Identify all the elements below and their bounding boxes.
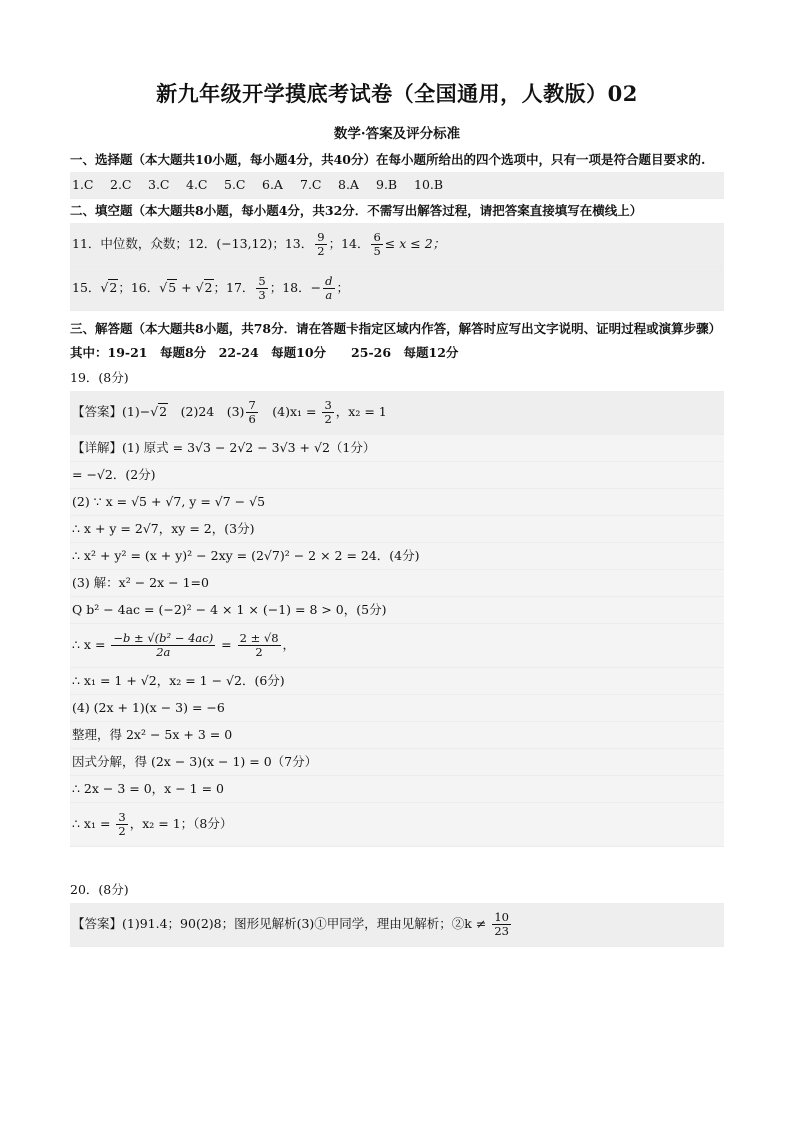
q20-label: 20．(8分) [70,882,129,897]
fill-text: ；14． [328,236,370,251]
radicand: 2 [159,404,168,419]
fraction: $\frac{10}{23}$ [494,910,509,938]
fraction: $\frac{3}{2}$ [118,810,126,838]
fill-text: + [177,280,196,295]
radicand: 2 [109,280,118,295]
answer-9: 9.B [376,177,398,192]
fraction: $\frac{2 \pm √8}{2}$ [239,631,279,659]
section2-line1 [70,223,724,267]
q19-label: 19．(8分) [70,370,129,385]
fill-text: (−13,12) [216,236,273,251]
q19-step: (2) ∵ x = √5 + √7, y = √7 − √5 [70,489,724,516]
q19-answer: 【答案】(1)−√2 (2)24 (3) $\frac{7}{6}$ (4)x₁ = $\frac{3}{2}$ ，x₂ = 1 [70,391,724,435]
formula-text: ， [282,637,296,652]
formula-text: ∴ x = [72,637,110,652]
answer-text: ，x₂ = 1 [335,404,387,419]
answer-8: 8.A [338,177,359,192]
fraction: $\frac{d}{a}$ [325,274,333,302]
q19-step: (3) 解：x² − 2x − 1=0 [70,570,724,597]
fraction: $\frac{9}{2}$ [317,230,325,258]
final-text: ，x₂ = 1；（8分） [129,816,233,831]
fill-text: ≤ x ≤ 2； [384,236,446,251]
q19-step: Q b² − 4ac = (−2)² − 4 × 1 × (−1) = 8 > 0，(5分) [70,597,724,624]
fraction: $\frac{3}{2}$ [324,398,332,426]
q19-step: ∴ x₁ = 1 + √2，x₂ = 1 − √2．(6分) [70,668,724,695]
fraction: $\frac{5}{3}$ [258,274,266,302]
section3-header: 三、解答题（本大题共8小题，共78分．请在答题卡指定区域内作答，解答时应写出文字说明、证明过程或演算步骤） 其中：19-21 每题8分 22-24 每题10分 25-26 每题12分 [70,321,722,360]
answer-2: 2.C [110,177,132,192]
page-title: 新九年级开学摸底考试卷（全国通用，人教版）02 [156,81,638,106]
q19-step: ∴ x + y = 2√7，xy = 2，(3分) [70,516,724,543]
section1-answers [70,172,724,199]
answer-text: 【答案】(1)91.4；90(2)8；图形见解析(3)①甲同学，理由见解析；②k ≠ [72,916,491,931]
answer-10: 10.B [414,177,444,192]
fill-text: ； [336,280,350,295]
q19-step: (4) (2x + 1)(x − 3) = −6 [70,695,724,722]
answer-text: 【答案】(1)− [72,404,151,419]
q19-final [70,803,724,847]
formula-text: = [217,637,236,652]
answer-text: (2)24 (3) [168,404,245,419]
q19-step: ∴ 2x − 3 = 0，x − 1 = 0 [70,776,724,803]
answer-4: 4.C [186,177,208,192]
fill-text: ；13． [272,236,314,251]
answer-1: 1.C [72,177,94,192]
fill-text: 15． [72,280,101,295]
fraction: $\frac{\text{−b ± √(b² − 4ac)}}{2a}$ [113,631,214,659]
section1-header: 一、选择题（本大题共10小题，每小题4分，共40分）在每小题所给出的四个选项中，只有一项是符合题目要求的. [70,152,706,167]
fill-text: 11．中位数，众数；12． [72,236,217,251]
section2-line2: 15．√2；16．√5 + √2；17． $\frac{5}{3}$ ；18．− $\frac{d}{a}$ ； [70,267,724,311]
fill-text: ；18． [269,280,311,295]
q19-step: ∴ x² + y² = (x + y)² − 2xy = (2√7)² − 2 × 2 = 24．(4分) [70,543,724,570]
answer-7: 7.C [300,177,322,192]
answer-6: 6.A [262,177,283,192]
final-text: ∴ x₁ = [72,816,115,831]
radicand: 5 [168,280,177,295]
fraction: $\frac{6}{5}$ [373,230,381,258]
fill-text: − [310,280,322,295]
fill-text: ；17． [213,280,255,295]
fill-text: ；16． [118,280,160,295]
q20-answer [70,903,724,947]
q19-step: 整理，得 2x² − 5x + 3 = 0 [70,722,724,749]
answer-5: 5.C [224,177,246,192]
fraction: $\frac{7}{6}$ [248,398,256,426]
section2-header: 二、填空题（本大题共8小题，每小题4分，共32分．不需写出解答过程，请把答案直接填写在横线上） [70,203,643,218]
q19-step: 因式分解，得 (2x − 3)(x − 1) = 0（7分） [70,749,724,776]
q19-quadratic-formula [70,624,724,668]
q19-step: 【详解】(1) 原式 = 3√3 − 2√2 − 3√3 + √2（1分） [70,435,724,462]
answer-sheet [70,70,724,947]
radicand: 2 [204,280,213,295]
q19-step: = −√2．(2分) [70,462,724,489]
answer-text: (4)x₁ = [259,404,321,419]
answer-3: 3.C [148,177,170,192]
page-subtitle: 数学·答案及评分标准 [333,126,461,142]
